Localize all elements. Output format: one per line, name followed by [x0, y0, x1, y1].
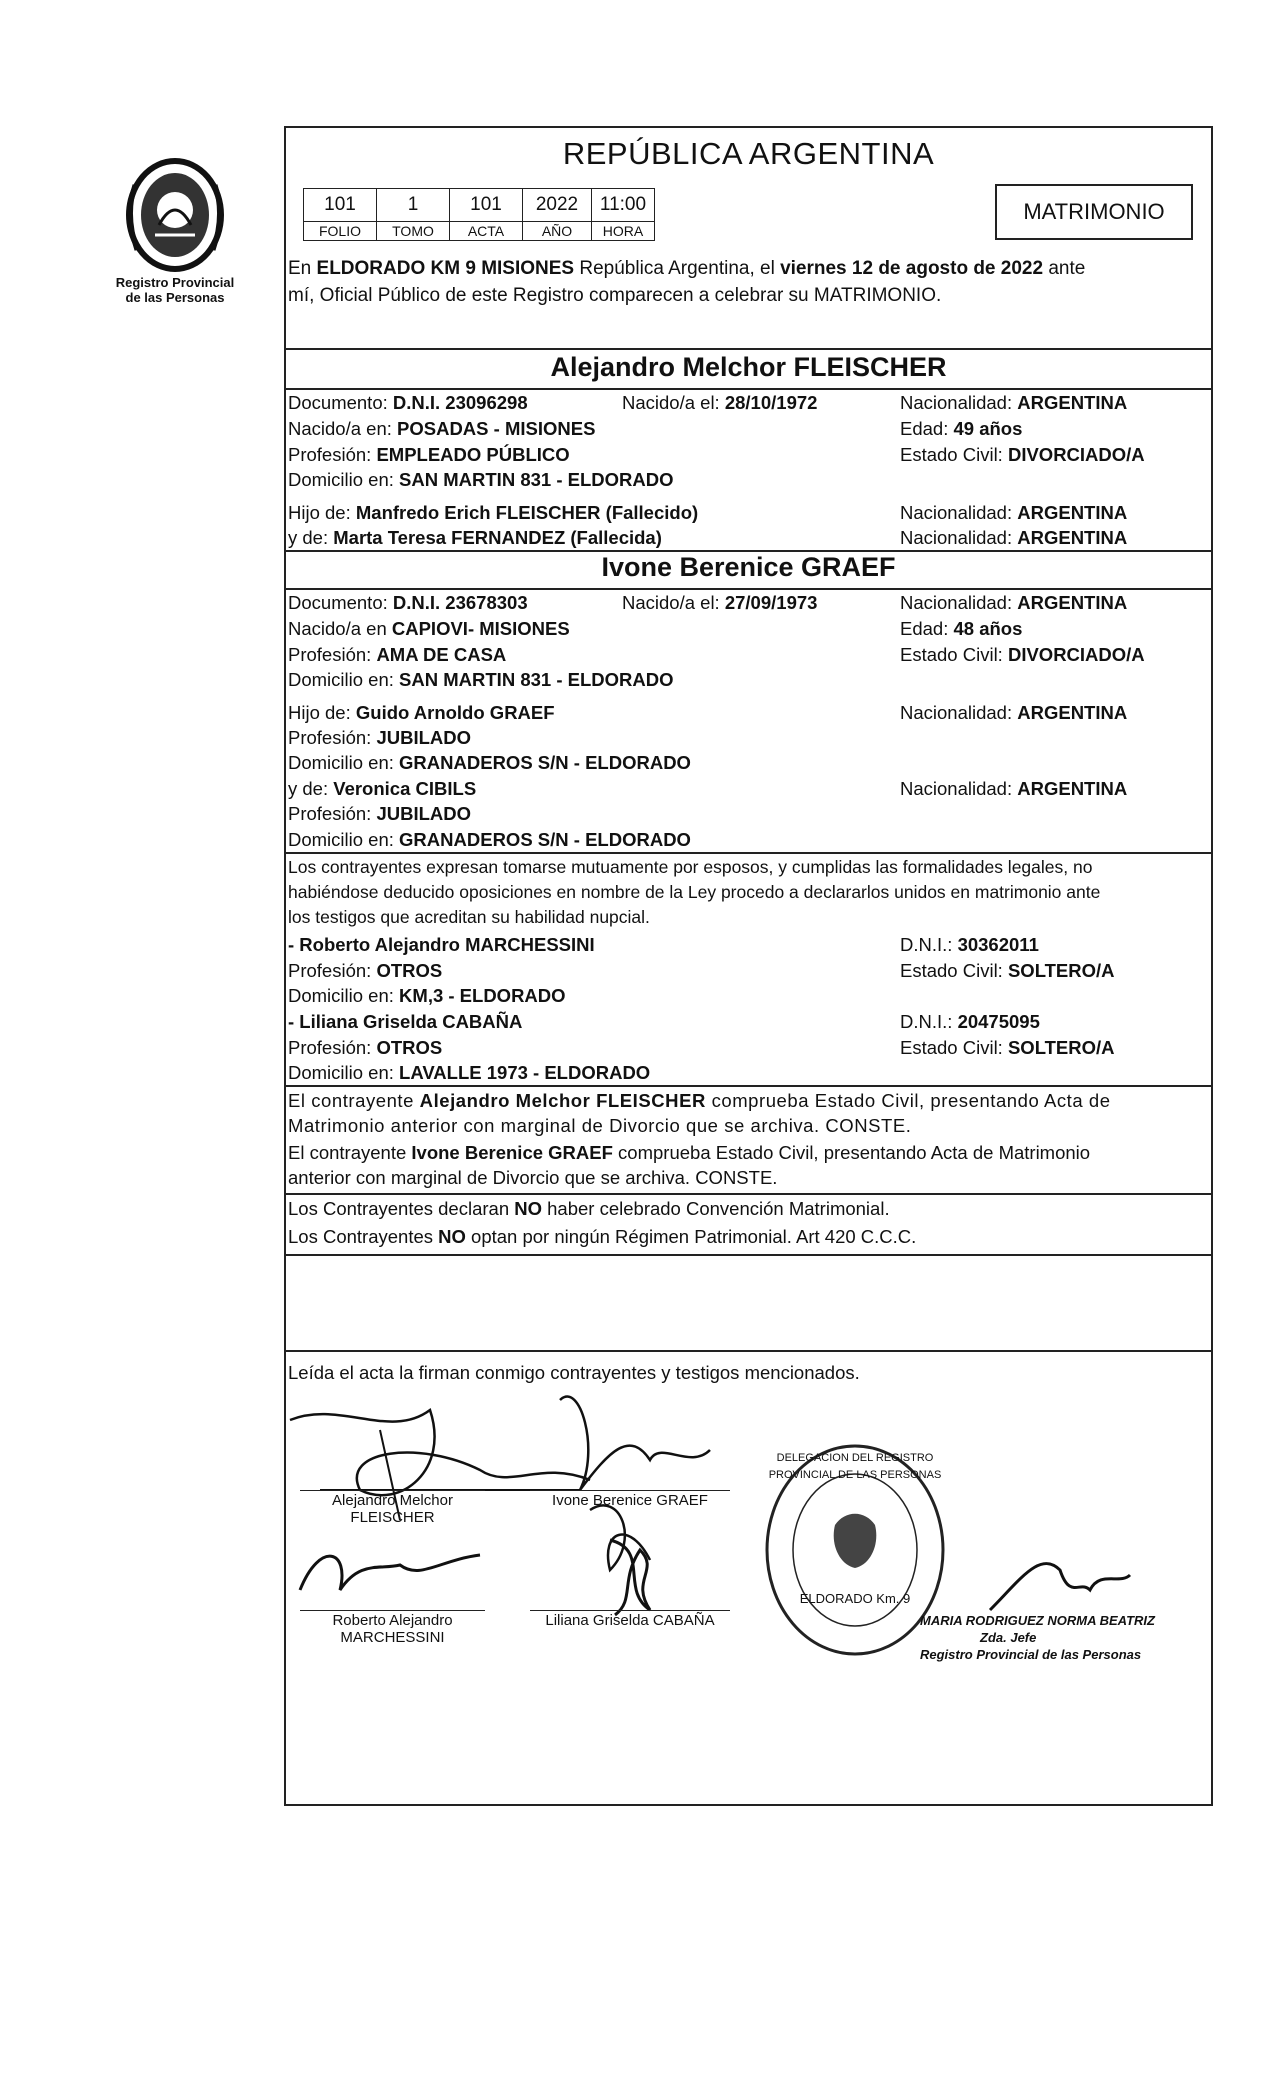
bride-civil-status: Estado Civil: DIVORCIADO/A: [900, 644, 1145, 665]
bride-name: Ivone Berenice GRAEF: [601, 552, 896, 582]
bride-nationality: Nacionalidad: ARGENTINA: [900, 592, 1128, 613]
groom-father: Hijo de: Manfredo Erich FLEISCHER (Fallecido): [288, 502, 699, 523]
divider: [284, 852, 1213, 854]
stamp-ring-text: DELEGACION DEL REGISTRO PROVINCIAL DE LAS PERSONAS: [768, 1452, 942, 1481]
groom-signature-label: Alejandro Melchor FLEISCHER: [332, 1492, 453, 1526]
groom-civil-status: Estado Civil: DIVORCIADO/A: [900, 444, 1145, 465]
declaration-line-1: Los contrayentes expresan tomarse mutuamente por esposos, y cumplidas las formalidades legales, no: [288, 857, 1093, 877]
tomo-value: 1: [377, 189, 450, 222]
bride-address: Domicilio en: SAN MARTIN 831 - ELDORADO: [288, 669, 674, 690]
divider: [284, 1350, 1213, 1352]
hora-value: 11:00: [592, 189, 655, 222]
logo-label-2: de las Personas: [125, 290, 225, 305]
tomo-label: TOMO: [377, 222, 450, 241]
note-2-line-1: El contrayente Ivone Berenice GRAEF comprueba Estado Civil, presentando Acta de Matrimonio: [288, 1142, 1091, 1163]
bride-signature-label: Ivone Berenice GRAEF: [552, 1492, 708, 1509]
bride-mother-nationality: Nacionalidad: ARGENTINA: [900, 778, 1128, 799]
note-1-line-1: El contrayente Alejandro Melchor FLEISCHER comprueba Estado Civil, presentando Acta de: [288, 1090, 1111, 1111]
witness-1-dni: D.N.I.: 30362011: [900, 934, 1039, 955]
closing-statement: Leída el acta la firman conmigo contrayentes y testigos mencionados.: [288, 1362, 860, 1383]
officer-name: MARIA RODRIGUEZ NORMA BEATRIZ: [920, 1613, 1155, 1628]
bride-birthplace: Nacido/a en CAPIOVI- MISIONES: [288, 618, 570, 639]
regime-line-1: Los Contrayentes declaran NO haber celebrado Convención Matrimonial.: [288, 1198, 890, 1219]
bride-father-address: Domicilio en: GRANADEROS S/N - ELDORADO: [288, 752, 691, 773]
witness-2-civil-status: Estado Civil: SOLTERO/A: [900, 1037, 1115, 1058]
officer-signature-icon: [980, 1540, 1140, 1620]
declaration-line-2: habiéndose deducido oposiciones en nombre de la Ley procedo a declararlos unidos en matrimonio ante: [288, 882, 1101, 902]
groom-birthplace: Nacido/a en: POSADAS - MISIONES: [288, 418, 596, 439]
witness-2-signature-label: Liliana Griselda CABAÑA: [545, 1612, 715, 1629]
stamp-center-text: ELDORADO Km. 9: [799, 1591, 911, 1606]
divider: [284, 1254, 1213, 1256]
witness-2-dni: D.N.I.: 20475095: [900, 1011, 1040, 1032]
groom-mother-nationality: Nacionalidad: ARGENTINA: [900, 527, 1128, 548]
bride-father-profession: Profesión: JUBILADO: [288, 727, 471, 748]
ano-value: 2022: [523, 189, 592, 222]
hora-label: HORA: [592, 222, 655, 241]
groom-father-nationality: Nacionalidad: ARGENTINA: [900, 502, 1128, 523]
witness-1-signature-label: Roberto Alejandro MARCHESSINI: [332, 1612, 453, 1646]
groom-nationality: Nacionalidad: ARGENTINA: [900, 392, 1128, 413]
note-1-line-2: Matrimonio anterior con marginal de Divorcio que se archiva. CONSTE.: [288, 1115, 912, 1136]
officer-title: Zda. Jefe: [980, 1630, 1037, 1645]
signature-line: [530, 1490, 730, 1491]
declaration-line-3: los testigos que acreditan su habilidad nupcial.: [288, 907, 650, 927]
groom-profession: Profesión: EMPLEADO PÚBLICO: [288, 444, 570, 465]
record-header-table: [303, 188, 655, 241]
witness-1-signature-icon: [290, 1530, 490, 1610]
witness-2-address: Domicilio en: LAVALLE 1973 - ELDORADO: [288, 1062, 651, 1083]
regime-line-2: Los Contrayentes NO optan por ningún Régimen Patrimonial. Art 420 C.C.C.: [288, 1226, 917, 1247]
page-title: REPÚBLICA ARGENTINA: [562, 136, 935, 171]
divider: [284, 1193, 1213, 1195]
witness-1-civil-status: Estado Civil: SOLTERO/A: [900, 960, 1115, 981]
witness-1-profession: Profesión: OTROS: [288, 960, 443, 981]
groom-doc: Documento: D.N.I. 23096298: [288, 392, 528, 413]
bride-profession: Profesión: AMA DE CASA: [288, 644, 507, 665]
registry-logo: [100, 155, 250, 305]
bride-age: Edad: 48 años: [900, 618, 1023, 639]
signature-line: [300, 1490, 485, 1491]
signature-line: [300, 1610, 485, 1611]
groom-name: Alejandro Melchor FLEISCHER: [550, 352, 947, 382]
divider: [284, 348, 1213, 350]
witness-2-signature-icon: [590, 1530, 680, 1620]
folio-value: 101: [304, 189, 377, 222]
acta-value: 101: [450, 189, 523, 222]
officer-stamp: [920, 1612, 1180, 1663]
witness-1-name: - Roberto Alejandro MARCHESSINI: [288, 934, 595, 955]
folio-label: FOLIO: [304, 222, 377, 241]
bride-mother: y de: Veronica CIBILS: [288, 778, 477, 799]
groom-born: Nacido/a el: 28/10/1972: [622, 392, 818, 413]
intro-line-1: En ELDORADO KM 9 MISIONES República Argentina, el viernes 12 de agosto de 2022 ante: [288, 258, 1086, 279]
bride-doc: Documento: D.N.I. 23678303: [288, 592, 528, 613]
provincial-seal-icon: [115, 155, 235, 275]
bride-born: Nacido/a el: 27/09/1973: [622, 592, 818, 613]
witness-2-name: - Liliana Griselda CABAÑA: [288, 1011, 523, 1032]
note-2-line-2: anterior con marginal de Divorcio que se archiva. CONSTE.: [288, 1167, 778, 1188]
acta-label: ACTA: [450, 222, 523, 241]
groom-mother: y de: Marta Teresa FERNANDEZ (Fallecida): [288, 527, 662, 548]
bride-mother-profession: Profesión: JUBILADO: [288, 803, 471, 824]
intro-line-2: mí, Oficial Público de este Registro comparecen a celebrar su MATRIMONIO.: [288, 285, 942, 306]
officer-institution: Registro Provincial de las Personas: [920, 1647, 1142, 1662]
record-type-box: MATRIMONIO: [995, 184, 1193, 240]
bride-father: Hijo de: Guido Arnoldo GRAEF: [288, 702, 555, 723]
signature-line: [530, 1610, 730, 1611]
witness-1-address: Domicilio en: KM,3 - ELDORADO: [288, 985, 566, 1006]
witness-2-profession: Profesión: OTROS: [288, 1037, 443, 1058]
groom-age: Edad: 49 años: [900, 418, 1023, 439]
bride-father-nationality: Nacionalidad: ARGENTINA: [900, 702, 1128, 723]
divider: [284, 1085, 1213, 1087]
groom-address: Domicilio en: SAN MARTIN 831 - ELDORADO: [288, 469, 674, 490]
ano-label: AÑO: [523, 222, 592, 241]
logo-label-1: Registro Provincial: [115, 275, 235, 290]
bride-mother-address: Domicilio en: GRANADEROS S/N - ELDORADO: [288, 829, 691, 850]
